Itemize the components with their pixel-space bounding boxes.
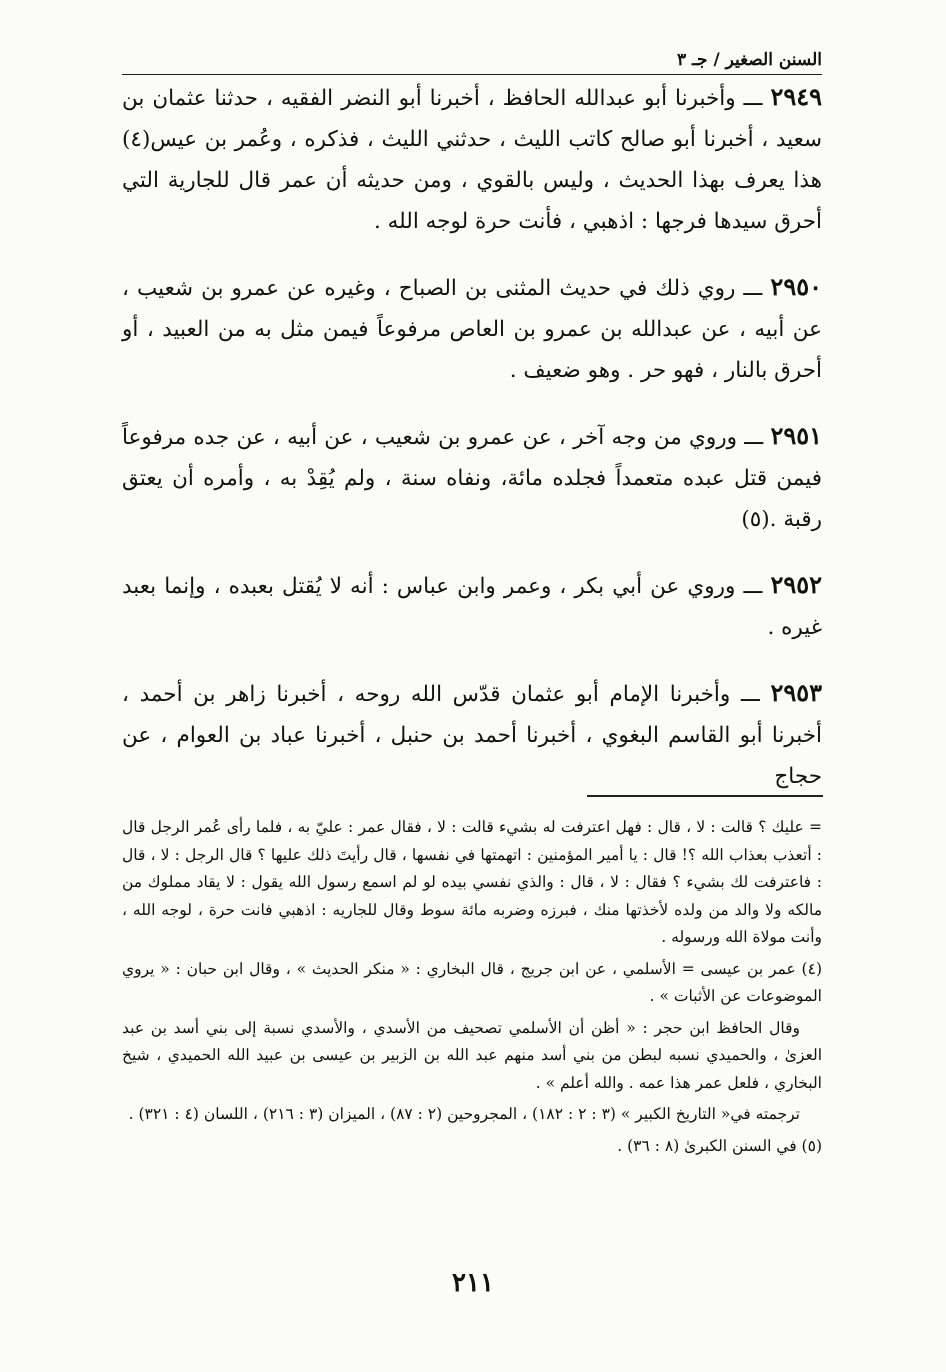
page-number: ٢١١ xyxy=(452,1268,494,1298)
hadith-text: ـــ روي ذلك في حديث المثنى بن الصباح ، وغيره عن عمرو بن شعيب ، عن أبيه ، عن عبدالله بن عمرو بن العاص مرفوعاً فيمن مثل به من العبيد ، أو أحرق بالنار ، فهو حر . وهو ضعيف . xyxy=(122,276,822,383)
hadith-number: ٢٩٥٢ xyxy=(770,570,822,599)
hadith-paragraph xyxy=(122,266,822,391)
hadith-paragraph xyxy=(122,672,822,797)
main-text xyxy=(122,76,822,797)
footnote-divider xyxy=(587,795,823,797)
footnote-5: (٥) في السنن الكبرىٰ (٨ : ٣٦) . xyxy=(617,1136,822,1155)
hadith-number: ٢٩٥٠ xyxy=(770,272,822,301)
hadith-number: ٢٩٥١ xyxy=(770,421,822,450)
footnote-4: (٤) عمر بن عيسى = الأسلمي ، عن ابن جريج ، قال البخاري : « منكر الحديث » ، وقال ابن حبان : « يروي الموضوعات عن الأثبات » . xyxy=(122,959,822,1005)
hadith-text: ـــ وأخبرنا أبو عبدالله الحافظ ، أخبرنا أبو النضر الفقيه ، حدثنا عثمان بن سعيد ، أخبرنا أبو صالح كاتب الليث ، حدثني الليث ، فذكره ، وعُمر بن عيس(٤) هذا يعرف بهذا الحديث ، وليس بالقوي ، ومن حديثه أن عمر قال للجارية التي أحرق سيدها فرجها : اذهبي ، فأنت حرة لوجه الله . xyxy=(122,86,822,234)
hadith-paragraph xyxy=(122,564,822,648)
hadith-paragraph xyxy=(122,415,822,540)
footnote-continuation: = عليك ؟ قالت : لا ، قال : فهل اعترفت له بشيء قالت : لا ، فقال عمر : عليّ به ، فلما رأى عُمر الرجل قال : أتعذب بعذاب الله ؟! قال : يا أمير المؤمنين : اتهمتها في نفسها ، قال رأيتَ ذلك عليها ؟ قال الرجل : لا ، قال : فاعترفت لك بشيء ؟ فقال : لا ، قال : والذي نفسي بيده لو لم اسمع رسول الله يقول : لا يقاد مملوك من مالكه ولا والد من ولده لأخذتها منك ، فبرزه وضربه مائة سوط وقال للجاريه : اذهبي فانت حرة ، لوجه الله ، وأنت مولاة الله ورسوله . xyxy=(122,818,822,946)
hadith-text: ـــ وروي من وجه آخر ، عن عمرو بن شعيب ، عن أبيه ، عن جده مرفوعاً فيمن قتل عبده متعمداً فجلده مائة، ونفاه سنة ، ولم يُقِدْ به ، وأمره أن يعتق رقبة .(٥) xyxy=(122,425,822,532)
footnote-4-references: ترجمته في« التاريخ الكبير » (٣ : ٢ : ١٨٢) ، المجروحين (٢ : ٨٧) ، الميزان (٣ : ٢١٦) ، اللسان (٤ : ٣٢١) . xyxy=(128,1105,800,1123)
hadith-number: ٢٩٤٩ xyxy=(770,82,823,111)
footnotes xyxy=(122,814,822,1160)
footnote-4-ibn-hajar: وقال الحافظ ابن حجر : « أظن أن الأسلمي تصحيف من الأسدي ، والأسدي نسبة إلى بني أسد بن عبد العزىٰ ، والحميدي نسبه لبطن من بني أسد منهم عبد الله بن الزبير بن عيسى بن عبيد الله الحميدي ، شيخ البخاري ، فلعل عمر هذا عمه . والله أعلم » . xyxy=(122,1018,822,1092)
hadith-paragraph xyxy=(122,76,822,242)
header-title: السنن الصغير / جـ ٣ xyxy=(676,50,822,70)
hadith-text: ـــ وأخبرنا الإمام أبو عثمان قدّس الله روحه ، أخبرنا زاهر بن أحمد ، أخبرنا أبو القاسم البغوي ، أخبرنا أحمد بن حنبل ، أخبرنا عباد بن العوام ، عن حجاج xyxy=(122,682,822,789)
running-header xyxy=(122,44,822,75)
hadith-text: ـــ وروي عن أبي بكر ، وعمر وابن عباس : أنه لا يُقتل بعبده ، وإنما بعبد غيره . xyxy=(122,574,822,640)
hadith-number: ٢٩٥٣ xyxy=(770,678,822,707)
